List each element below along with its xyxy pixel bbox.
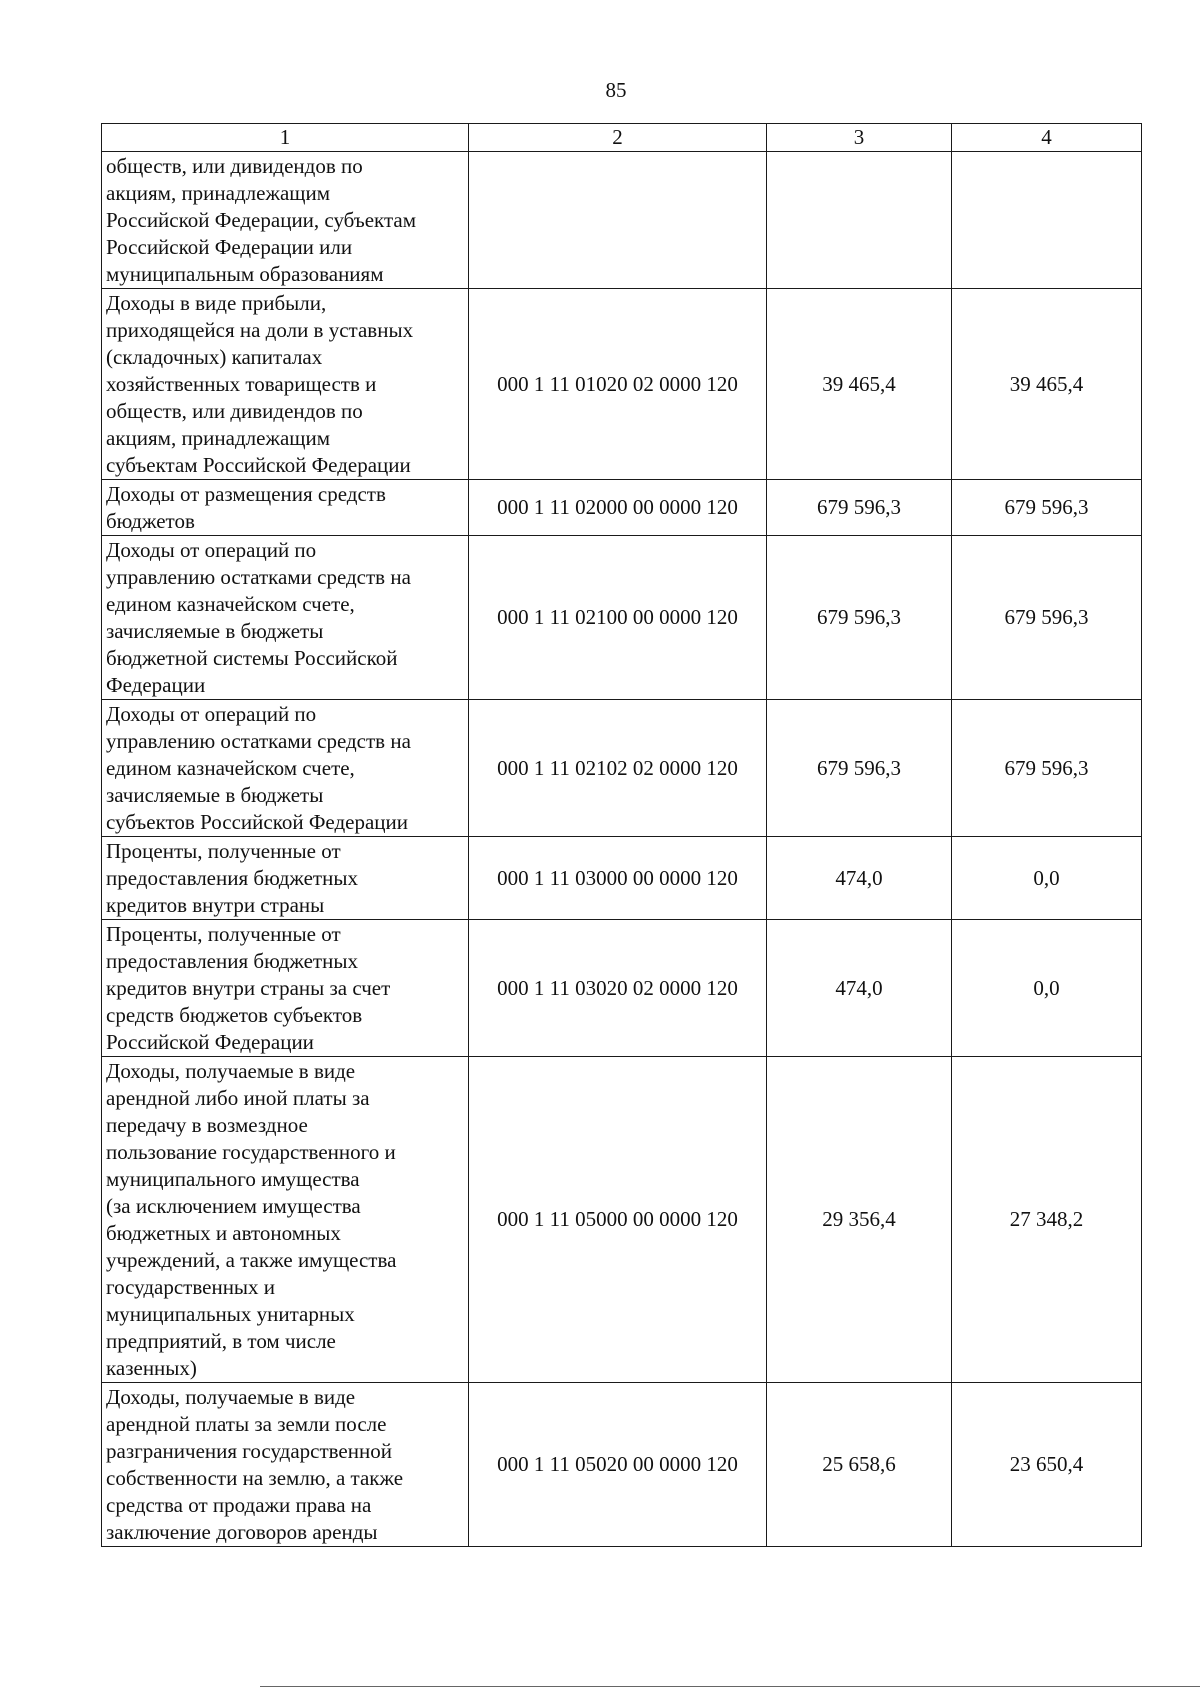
row-col3: 25 658,6 xyxy=(767,1383,952,1547)
bottom-scan-line xyxy=(260,1686,1200,1687)
row-code: 000 1 11 02100 00 0000 120 xyxy=(469,536,767,700)
row-col4: 679 596,3 xyxy=(952,700,1142,837)
header-col-4: 4 xyxy=(952,124,1142,152)
row-col4: 679 596,3 xyxy=(952,536,1142,700)
row-col4: 0,0 xyxy=(952,837,1142,920)
row-col3: 474,0 xyxy=(767,920,952,1057)
row-code: 000 1 11 05020 00 0000 120 xyxy=(469,1383,767,1547)
row-code: 000 1 11 03000 00 0000 120 xyxy=(469,837,767,920)
row-name: Проценты, полученные от предоставления бюджетных кредитов внутри страны xyxy=(106,839,358,917)
row-code: 000 1 11 05000 00 0000 120 xyxy=(469,1057,767,1383)
row-name: Проценты, полученные от предоставления бюджетных кредитов внутри страны за счет средств бюджетов субъектов Российской Федерации xyxy=(106,922,391,1054)
row-col3: 679 596,3 xyxy=(767,480,952,536)
table-row xyxy=(102,480,1142,536)
row-code: 000 1 11 02102 02 0000 120 xyxy=(469,700,767,837)
row-col3: 679 596,3 xyxy=(767,536,952,700)
row-col4 xyxy=(952,152,1142,289)
header-col-1: 1 xyxy=(102,124,469,152)
table-row xyxy=(102,837,1142,920)
row-name: Доходы, получаемые в виде арендной платы за земли после разграничения государственной собственности на землю, а также средства от продажи права на заключение договоров аренды xyxy=(106,1385,404,1544)
row-col3: 29 356,4 xyxy=(767,1057,952,1383)
row-col3 xyxy=(767,152,952,289)
row-name: Доходы в виде прибыли, приходящейся на доли в уставных (складочных) капиталах хозяйственных товариществ и обществ, или дивидендов по акциям, принадлежащим субъектам Российской Федерации xyxy=(106,291,414,477)
row-col4: 679 596,3 xyxy=(952,480,1142,536)
table-row xyxy=(102,536,1142,700)
row-name: Доходы от операций по управлению остатками средств на едином казначейском счете, зачисляемые в бюджеты субъектов Российской Федерации xyxy=(106,702,411,834)
header-col-2: 2 xyxy=(469,124,767,152)
row-code: 000 1 11 02000 00 0000 120 xyxy=(469,480,767,536)
table-row xyxy=(102,700,1142,837)
row-name: обществ, или дивидендов по акциям, принадлежащим Российской Федерации, субъектам Российской Федерации или муниципальным образованиям xyxy=(106,154,416,286)
revenue-table xyxy=(101,123,1142,1547)
table-row xyxy=(102,920,1142,1057)
row-col4: 39 465,4 xyxy=(952,289,1142,480)
row-col4: 0,0 xyxy=(952,920,1142,1057)
row-name: Доходы от операций по управлению остатками средств на едином казначейском счете, зачисляемые в бюджеты бюджетной системы Российской Федерации xyxy=(106,538,411,697)
header-col-3: 3 xyxy=(767,124,952,152)
row-code xyxy=(469,152,767,289)
row-name: Доходы, получаемые в виде арендной либо иной платы за передачу в возмездное пользование государственного и муниципального имущества (за исключением имущества бюджетных и автономных учреждений, а также имущества государственных и муниципальных унитарных предприятий, в том числе казенных) xyxy=(106,1059,397,1380)
table-header-row xyxy=(102,124,1142,152)
page-number: 85 xyxy=(605,78,627,102)
row-col3: 474,0 xyxy=(767,837,952,920)
table-row xyxy=(102,1383,1142,1547)
table-row xyxy=(102,152,1142,289)
row-col4: 23 650,4 xyxy=(952,1383,1142,1547)
row-code: 000 1 11 01020 02 0000 120 xyxy=(469,289,767,480)
row-code: 000 1 11 03020 02 0000 120 xyxy=(469,920,767,1057)
row-name: Доходы от размещения средств бюджетов xyxy=(106,482,386,533)
row-col3: 679 596,3 xyxy=(767,700,952,837)
row-col3: 39 465,4 xyxy=(767,289,952,480)
table-row xyxy=(102,289,1142,480)
table-row xyxy=(102,1057,1142,1383)
row-col4: 27 348,2 xyxy=(952,1057,1142,1383)
